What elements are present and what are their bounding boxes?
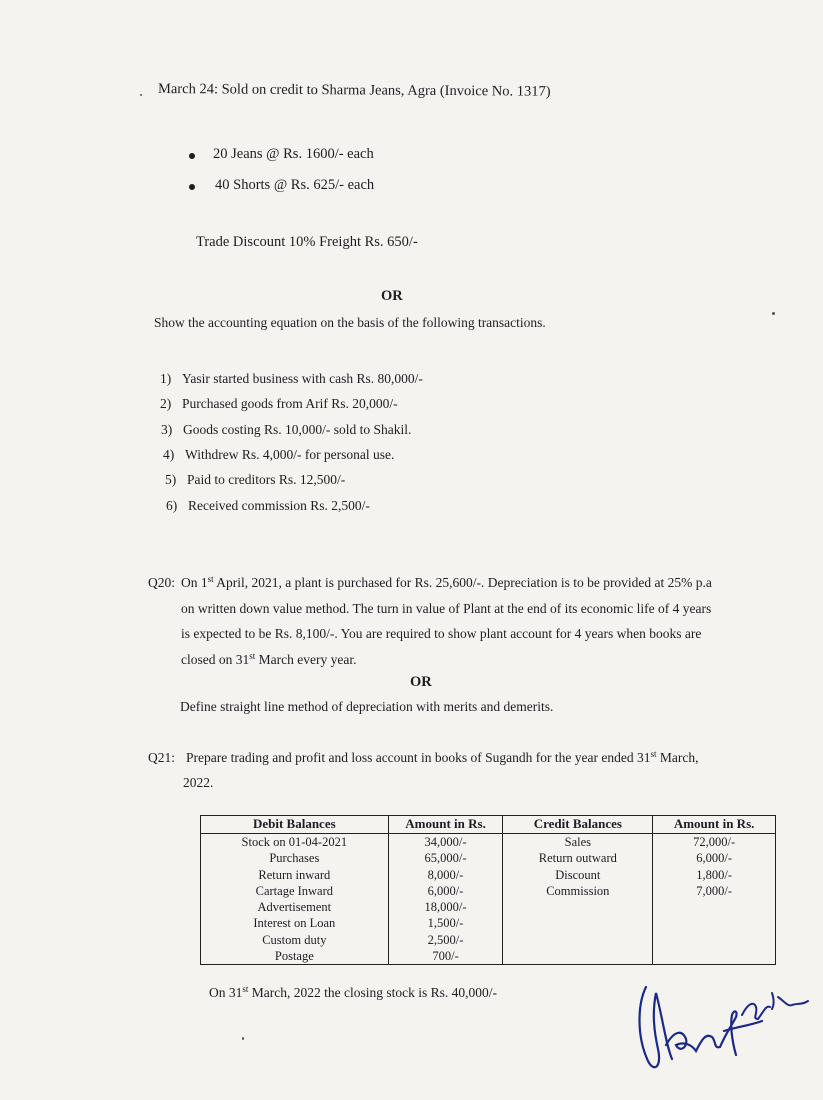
item-text: Goods costing Rs. 10,000/- sold to Shakil. (183, 422, 412, 437)
transaction-item (166, 498, 370, 514)
transaction-item (160, 396, 398, 412)
q20-line: is expected to be Rs. 8,100/-. You are required to show plant account for 4 years when books are (181, 626, 702, 641)
table-cell: Discount (555, 867, 601, 882)
q21-text (186, 750, 699, 766)
q20-line: March every year. (255, 651, 357, 667)
q21-sup: st (650, 749, 657, 759)
table-cell: 2,500/- (427, 932, 464, 947)
table-cell: 72,000/- (693, 835, 736, 849)
sale-item: 20 Jeans @ Rs. 1600/- each (213, 146, 374, 162)
column-header: Credit Balances (503, 816, 653, 834)
closing-stock-sup: st (242, 984, 249, 994)
table-cell: 65,000/- (424, 851, 467, 866)
item-text: Withdrew Rs. 4,000/- for personal use. (185, 447, 395, 462)
scan-speck (242, 1037, 244, 1040)
item-number: 5) (165, 472, 177, 487)
sale-item: 40 Shorts @ Rs. 625/- each (215, 177, 375, 193)
bullet-icon (189, 153, 195, 159)
table-row (201, 834, 776, 965)
column-header: Amount in Rs. (388, 816, 503, 834)
item-text: Purchased goods from Arif Rs. 20,000/- (182, 396, 398, 411)
table-cell: 1,800/- (696, 867, 732, 882)
march-24-heading: March 24: Sold on credit to Sharma Jeans, Agra (Invoice No. 1317) (157, 81, 551, 100)
q21-line: Prepare trading and profit and loss account in books of Sugandh for the year ended 31 (186, 750, 651, 765)
or-separator: OR (381, 288, 403, 304)
debit-balances-column (201, 834, 389, 965)
table-cell: 6,000/- (427, 883, 464, 898)
q20-line: On 1 (181, 575, 208, 590)
transaction-item (165, 472, 345, 488)
item-number: 1) (160, 371, 172, 386)
table-cell: 700/- (432, 949, 459, 964)
item-text: Yasir started business with cash Rs. 80,000/- (182, 371, 423, 386)
table-cell: Sales (564, 835, 592, 849)
item-text: Received commission Rs. 2,500/- (188, 498, 370, 513)
table-cell: Interest on Loan (253, 916, 336, 931)
bullet-icon (189, 184, 195, 190)
q21-line: 2022. (183, 775, 214, 790)
trade-discount-line: Trade Discount 10% Freight Rs. 650/- (196, 234, 418, 250)
column-header: Debit Balances (201, 816, 389, 834)
transaction-item (163, 447, 394, 463)
q20-text (181, 570, 781, 672)
trial-balance-table (200, 815, 776, 965)
table-cell: 18,000/- (424, 900, 467, 915)
table-cell: Advertisement (257, 900, 332, 915)
q20-line: on written down value method. The turn in value of Plant at the end of its economic life of 4 years (181, 600, 712, 616)
table-cell: Custom duty (262, 932, 327, 947)
column-header: Amount in Rs. (653, 816, 776, 834)
table-cell: 34,000/- (424, 835, 467, 849)
table-cell: Commission (546, 883, 610, 898)
item-number: 4) (163, 447, 175, 462)
item-number: 2) (160, 396, 172, 411)
item-text: Paid to creditors Rs. 12,500/- (187, 472, 346, 487)
q20-alternative: Define straight line method of depreciation with merits and demerits. (180, 699, 554, 714)
table-cell: 7,000/- (696, 883, 732, 898)
item-number: 3) (161, 422, 173, 437)
transaction-item (160, 371, 423, 387)
transaction-item (161, 422, 411, 438)
table-cell: Return inward (258, 867, 331, 882)
table-cell: Postage (274, 949, 314, 964)
credit-balances-column (503, 834, 653, 965)
table-cell: Purchases (269, 851, 320, 866)
accounting-equation-intro: Show the accounting equation on the basis of the following transactions. (154, 315, 546, 330)
q20-sup: st (207, 574, 214, 584)
credit-amounts-column (653, 834, 776, 965)
handwritten-signature (632, 975, 817, 1075)
closing-stock-text: On 31 (209, 985, 243, 1000)
table-header-row (201, 816, 776, 834)
debit-amounts-column (388, 834, 503, 965)
table-cell: 8,000/- (427, 867, 464, 882)
scan-speck (140, 94, 142, 96)
table-cell: Stock on 01-04-2021 (241, 835, 348, 849)
table-cell: Return outward (538, 851, 617, 866)
or-separator: OR (410, 674, 432, 690)
q21-label: Q21: (148, 750, 175, 765)
table-cell: 6,000/- (696, 851, 732, 866)
scan-speck (772, 312, 775, 315)
closing-stock-note (209, 985, 497, 1001)
q20-label: Q20: (148, 575, 175, 590)
q21-line: March, (656, 750, 699, 765)
q20-line: closed on 31 (181, 651, 250, 667)
q20-sup: st (249, 650, 256, 661)
table-cell: Cartage Inward (255, 883, 334, 898)
item-number: 6) (166, 498, 178, 513)
closing-stock-text: March, 2022 the closing stock is Rs. 40,000/- (248, 985, 497, 1000)
table-cell: 1,500/- (427, 916, 464, 931)
q20-line: April, 2021, a plant is purchased for Rs. 25,600/-. Depreciation is to be provided at 25% p.a (213, 575, 712, 590)
